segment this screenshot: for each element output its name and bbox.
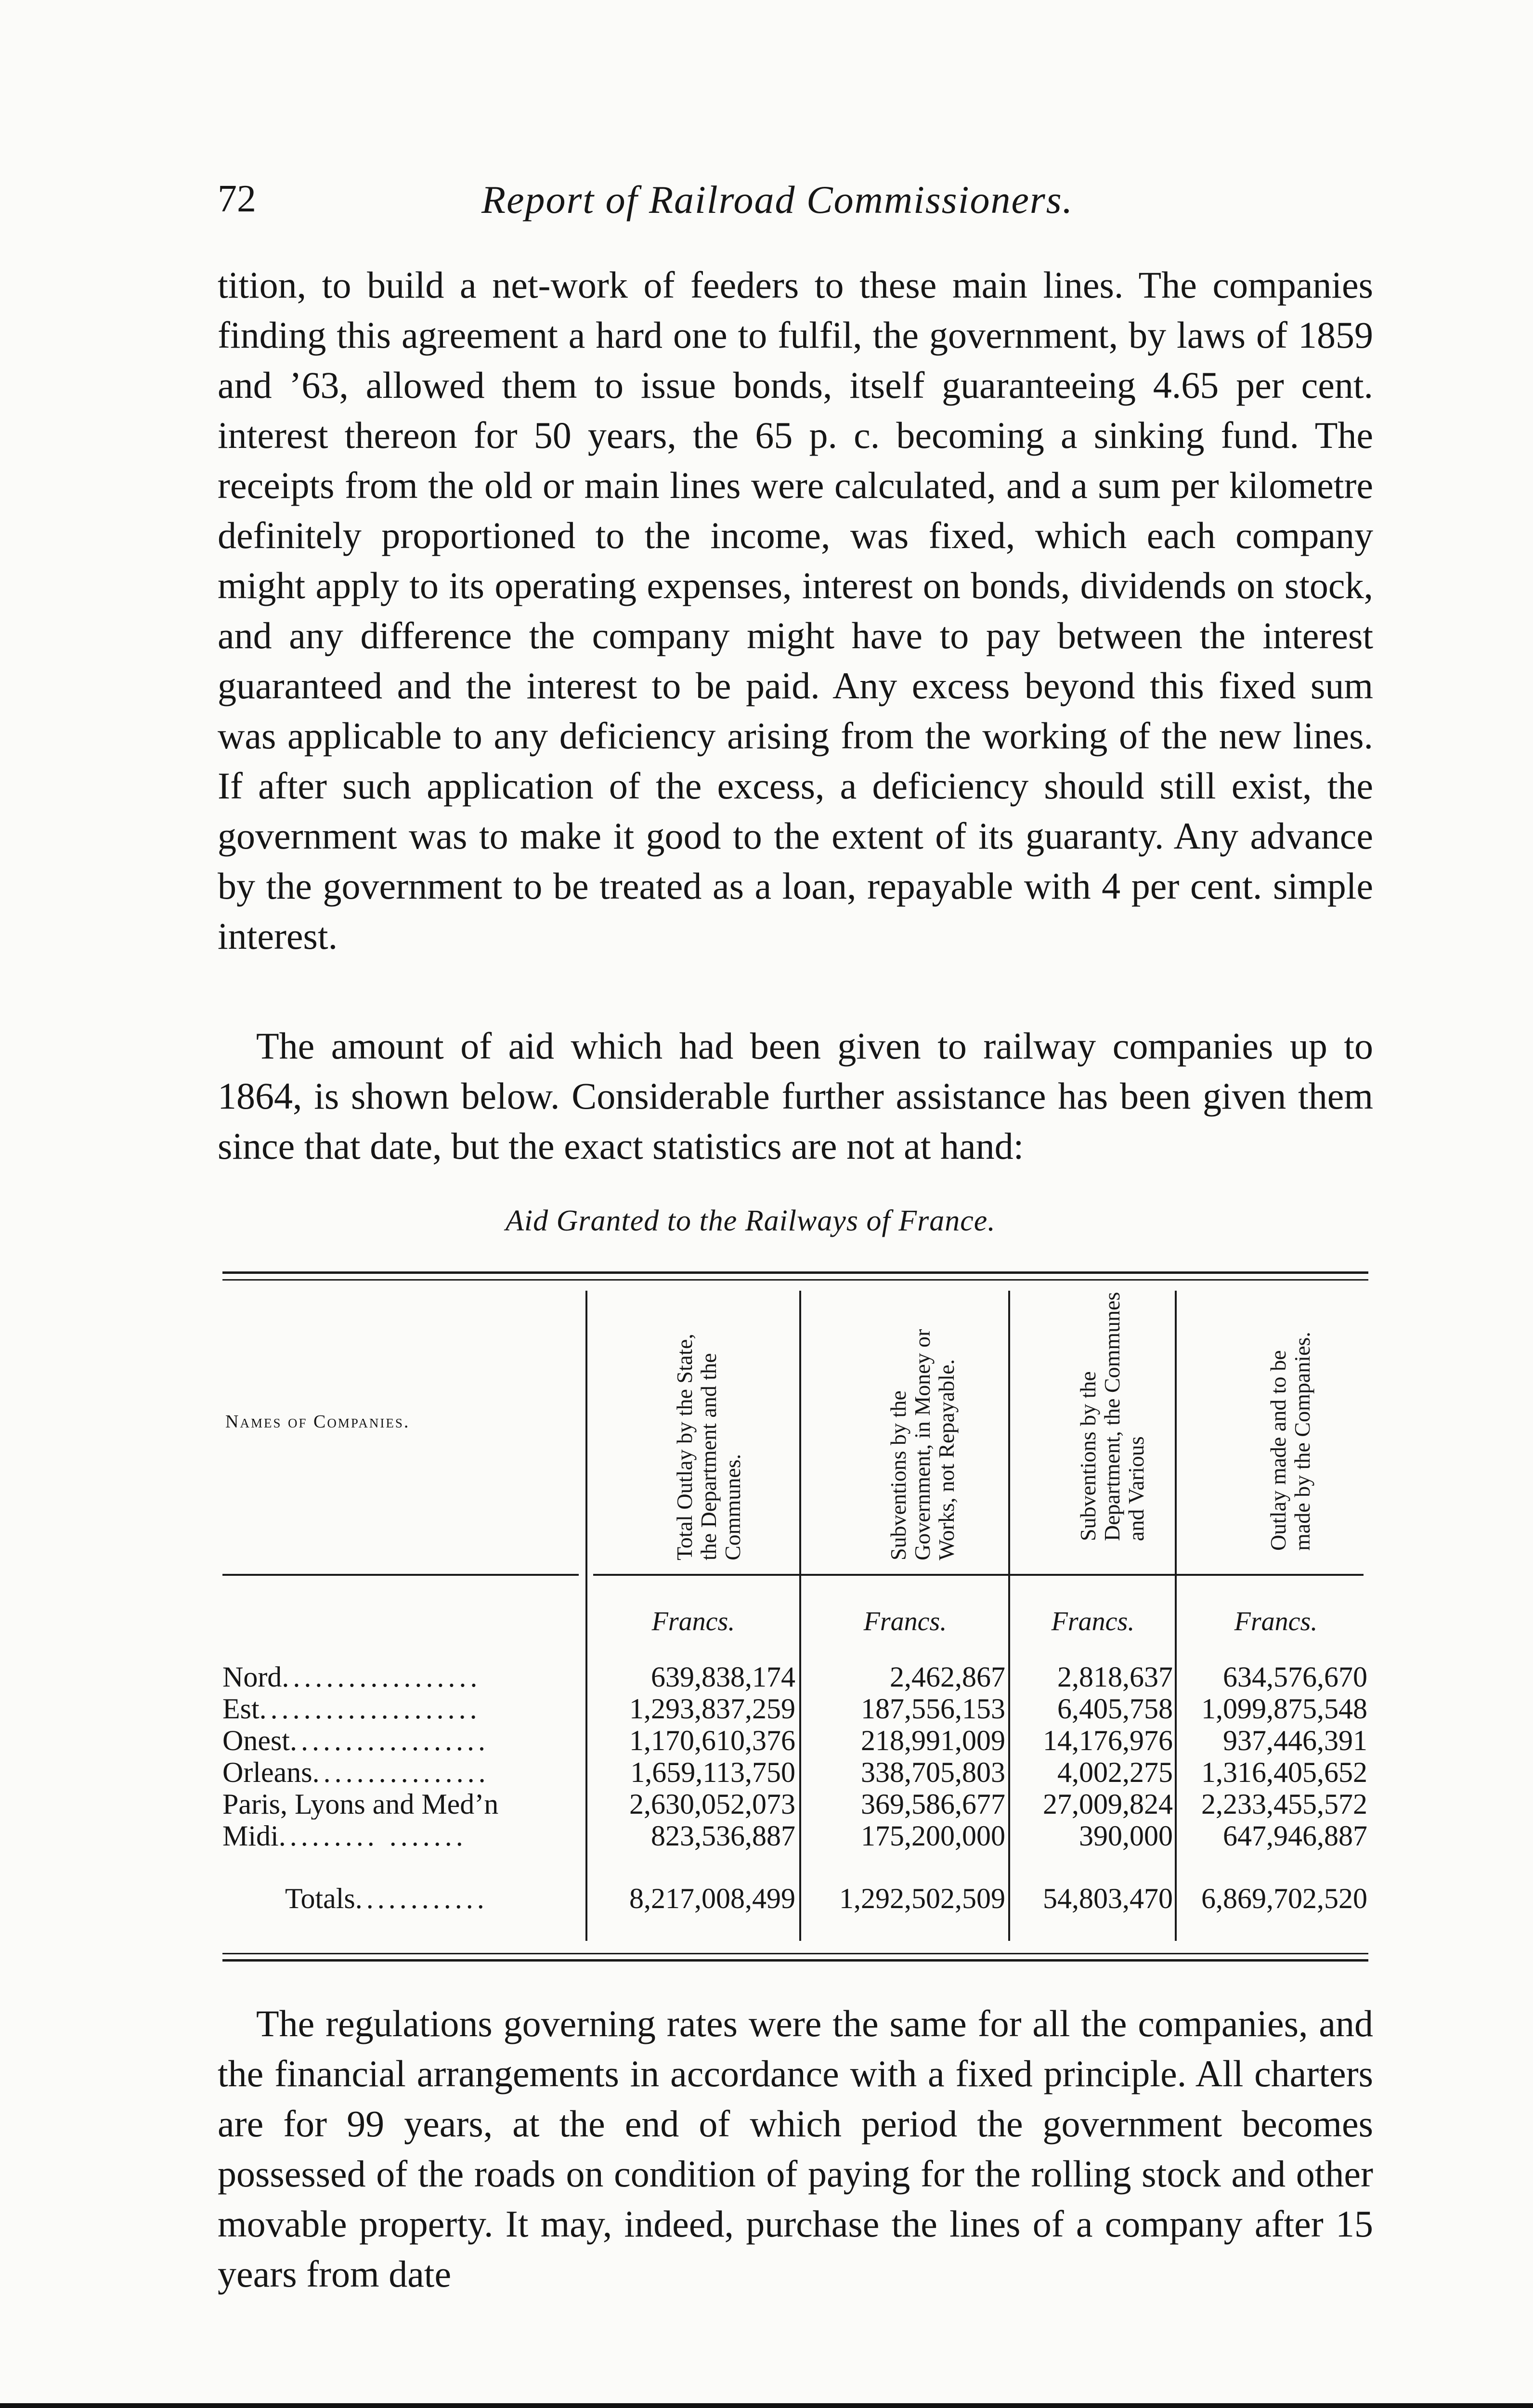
column-header-company-outlay [1194, 1300, 1387, 1551]
header-divider [593, 1574, 1364, 1576]
page-number: 72 [218, 178, 256, 220]
column-header-text: Outlay made and to be made by the Companies. [1266, 1332, 1314, 1551]
value-cell: 647,946,887 [1223, 1820, 1367, 1852]
value-cell: 27,009,824 [1043, 1788, 1173, 1820]
unit-label: Francs. [1234, 1607, 1318, 1636]
scan-edge-bar [0, 2403, 1533, 2408]
total-cell: 6,869,702,520 [1201, 1883, 1367, 1914]
company-name: Midi......... ....... [222, 1820, 467, 1851]
company-name: Onest.................. [222, 1725, 489, 1756]
value-cell: 338,705,803 [861, 1756, 1005, 1788]
unit-label: Francs. [651, 1607, 735, 1636]
value-cell: 175,200,000 [861, 1820, 1005, 1852]
table-bottom-rule-thin [222, 1953, 1368, 1954]
paragraph-text: tition, to build a net-work of feeders to these main lines. The companies finding this agreement a hard one to fulfil, the government, by laws of 1859 and ’63, allowed them to issue bonds, itself guaranteeing 4.65 per cent. interest thereon for 50 years, the 65 p. c. becoming a sinking fund. The receipts from the old or main lines were calculated, and a sum per kilometre definitely proportioned to the income, was fixed, which each company might apply to its operating expenses, interest on bonds, dividends on stock, and any difference the company might have to pay between the interest guaranteed and the interest to be paid. Any excess beyond this fixed sum was applicable to any deficiency arising from the working of the new lines. If after such application of the excess, a deficiency should still exist, the government was to make it good to the extent of its guaranty. Any advance by the government to be treated as a loan, repayable with 4 per cent. simple interest. [218, 264, 1373, 957]
value-cell: 937,446,391 [1223, 1725, 1367, 1756]
company-name: Nord.................. [222, 1662, 481, 1692]
total-cell: 54,803,470 [1043, 1883, 1173, 1914]
body-paragraph-1 [218, 260, 1373, 961]
running-title: Report of Railroad Commissioners. [481, 178, 1074, 222]
column-header-government-subventions [817, 1310, 1028, 1560]
value-cell: 390,000 [1079, 1820, 1173, 1852]
totals-label: Totals............ [285, 1883, 488, 1914]
company-name: Est.................... [222, 1693, 481, 1724]
value-cell: 639,838,174 [651, 1661, 795, 1693]
unit-label: Francs. [863, 1607, 947, 1636]
value-cell: 6,405,758 [1057, 1693, 1173, 1725]
value-cell: 369,586,677 [861, 1788, 1005, 1820]
value-cell: 4,002,275 [1057, 1756, 1173, 1788]
value-cell: 634,576,670 [1223, 1661, 1367, 1693]
total-cell: 8,217,008,499 [629, 1883, 795, 1914]
value-cell: 823,536,887 [651, 1820, 795, 1852]
column-header-text: Subventions by the Department, the Communes and Various [1076, 1292, 1148, 1541]
value-cell: 218,991,009 [861, 1725, 1005, 1756]
header-divider [222, 1574, 579, 1576]
table-bottom-rule [222, 1959, 1368, 1962]
value-cell: 2,630,052,073 [629, 1788, 795, 1820]
total-cell: 1,292,502,509 [839, 1883, 1005, 1914]
value-cell: 187,556,153 [861, 1693, 1005, 1725]
company-name: Orleans................ [222, 1757, 490, 1788]
body-paragraph-3 [218, 1999, 1373, 2299]
value-cell: 14,176,976 [1043, 1725, 1173, 1756]
column-header-department-subventions [1026, 1291, 1199, 1541]
column-header-text: Total Outlay by the State, the Department and the Communes. [672, 1334, 745, 1560]
value-cell: 2,462,867 [890, 1661, 1005, 1693]
paragraph-text: The amount of aid which had been given to railway companies up to 1864, is shown below. Considerable further assistance has been given them since that date, but the exact statistics are not at hand: [218, 1025, 1373, 1167]
value-cell: 1,659,113,750 [630, 1756, 795, 1788]
value-cell: 2,818,637 [1057, 1661, 1173, 1693]
body-paragraph-2 [218, 1021, 1373, 1171]
value-cell: 1,316,405,652 [1201, 1756, 1367, 1788]
names-of-companies-header: Names of Companies. [225, 1412, 410, 1432]
table-caption: Aid Granted to the Railways of France. [506, 1204, 996, 1237]
value-cell: 1,293,837,259 [629, 1693, 795, 1725]
table-top-rule-thin [222, 1279, 1368, 1281]
unit-label: Francs. [1051, 1607, 1135, 1636]
value-cell: 1,170,610,376 [629, 1725, 795, 1756]
paragraph-text: The regulations governing rates were the same for all the companies, and the financial arrangements in accordance with a fixed principle. All charters are for 99 years, at the end of which period the government becomes possessed of the roads on condition of paying for the rolling stock and other movable property. It may, indeed, purchase the lines of a company after 15 years from date [218, 2002, 1373, 2295]
value-cell: 2,233,455,572 [1201, 1788, 1367, 1820]
value-cell: 1,099,875,548 [1201, 1693, 1367, 1725]
column-header-text: Subventions by the Government, in Money or Works, not Repayable. [886, 1329, 959, 1560]
column-header-total-outlay [603, 1310, 815, 1560]
company-name: Paris, Lyons and Med’n [222, 1789, 499, 1819]
table-top-rule [222, 1271, 1368, 1274]
